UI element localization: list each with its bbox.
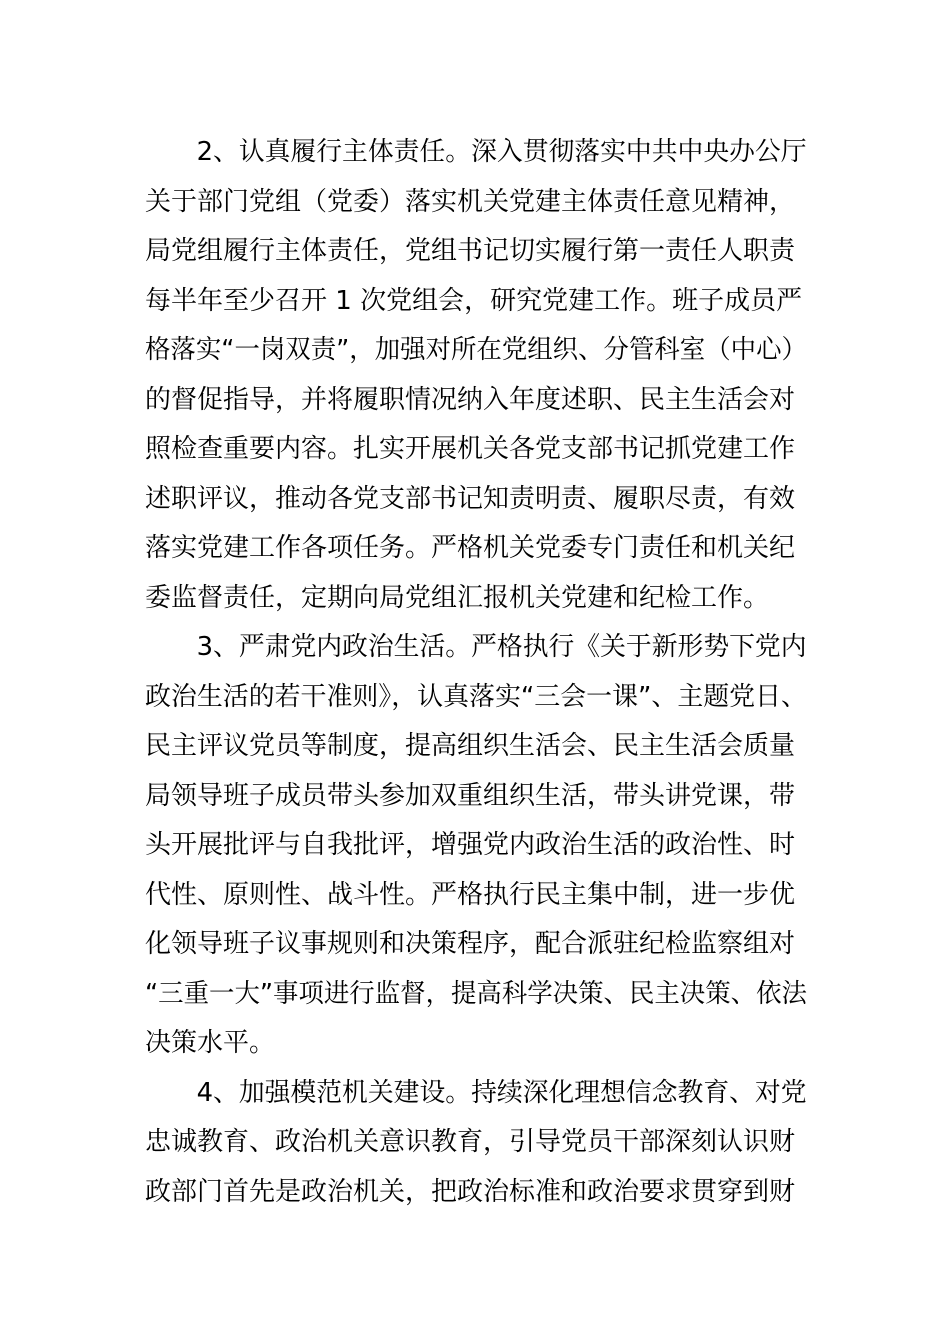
text-line: “三重一大”事项进行监督，提高科学决策、民主决策、依法	[145, 978, 807, 1009]
text-line: 代性、原则性、战斗性。严格执行民主集中制，进一步优	[145, 879, 796, 910]
text-line: 落实党建工作各项任务。严格机关党委专门责任和机关纪	[145, 533, 796, 563]
text-line: 化领导班子议事规则和决策程序，配合派驻纪检监察组对	[145, 929, 796, 959]
text-line: 民主评议党员等制度，提高组织生活会、民主生活会质量	[145, 731, 796, 761]
paragraph-3-party-political-life	[145, 623, 807, 1069]
text-line: 关于部门党组（党委）落实机关党建主体责任意见精神，	[145, 186, 796, 217]
text-line: 4、加强模范机关建设。持续深化理想信念教育、对党	[196, 1077, 807, 1108]
text-line: 决策水平。	[145, 1028, 276, 1058]
text-line: 3、严肃党内政治生活。严格执行《关于新形势下党内	[196, 632, 807, 662]
document-body	[145, 128, 807, 1217]
text-line: 局党组履行主体责任，党组书记切实履行第一责任人职责	[145, 236, 796, 266]
text-line: 照检查重要内容。扎实开展机关各党支部书记抓党建工作	[145, 434, 796, 464]
paragraph-4-model-organ-building	[145, 1069, 807, 1218]
text-line: 政治生活的若干准则》，认真落实“三会一课”、主题党日、	[145, 681, 807, 712]
text-line: 2、认真履行主体责任。深入贯彻落实中共中央办公厅	[196, 137, 807, 167]
text-line: 忠诚教育、政治机关意识教育，引导党员干部深刻认识财	[145, 1127, 796, 1157]
paragraph-2-fulfill-responsibility	[145, 128, 807, 623]
text-line: 的督促指导，并将履职情况纳入年度述职、民主生活会对	[145, 384, 796, 415]
text-line: 局领导班子成员带头参加双重组织生活，带头讲党课，带	[145, 780, 796, 811]
text-line: 委监督责任，定期向局党组汇报机关党建和纪检工作。	[145, 582, 770, 613]
text-line: 述职评议，推动各党支部书记知责明责、履职尽责，有效	[145, 483, 796, 514]
text-line: 头开展批评与自我批评，增强党内政治生活的政治性、时	[145, 830, 796, 860]
text-line: 每半年至少召开 1 次党组会，研究党建工作。班子成员严	[145, 285, 803, 316]
text-line: 政部门首先是政治机关，把政治标准和政治要求贯穿到财	[145, 1176, 796, 1207]
text-line: 格落实“一岗双责”，加强对所在党组织、分管科室（中心）	[145, 335, 807, 365]
